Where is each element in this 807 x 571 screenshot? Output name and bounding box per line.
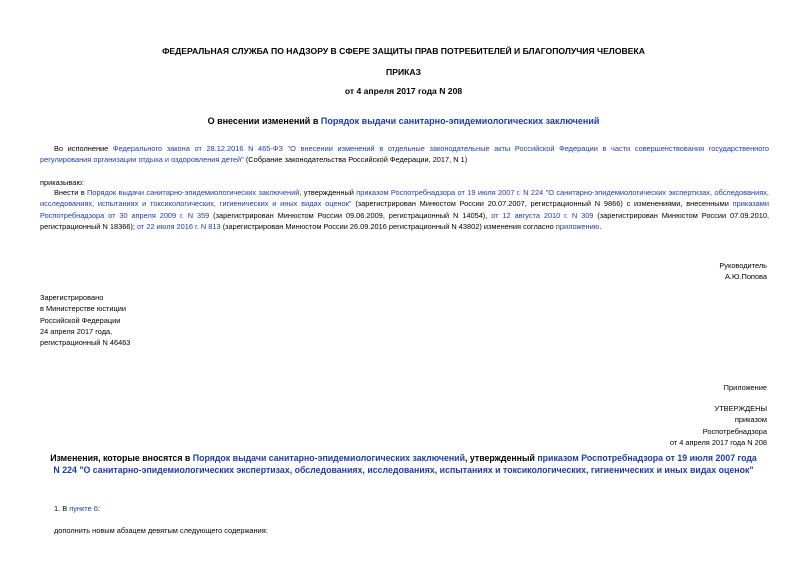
signature-block xyxy=(719,260,767,283)
approved-block xyxy=(670,403,767,448)
approved-line: от 4 апреля 2017 года N 208 xyxy=(669,437,767,447)
registration-line: Зарегистрировано xyxy=(40,293,104,302)
body-text-4: (зарегистрирован Минюстом России 09.06.2009, регистрационный N 14054), xyxy=(209,210,492,220)
approved-line: УТВЕРЖДЕНЫ xyxy=(714,404,767,413)
signature-role: Руководитель xyxy=(719,261,767,270)
approved-line: приказом xyxy=(734,415,767,425)
procedure-link[interactable]: Порядок выдачи санитарно-эпидемиологических заключений xyxy=(87,188,300,197)
order-title xyxy=(0,116,807,126)
body-text-3: (зарегистрирован Минюстом России 20.07.2007, регистрационный N 9866) с изменениями, внесенными xyxy=(351,199,733,209)
order-word: приказываю: xyxy=(40,178,84,187)
order-309-link[interactable]: от 12 августа 2010 г. N 309 xyxy=(491,210,594,220)
registration-block xyxy=(40,292,130,348)
preamble-paragraph xyxy=(40,143,769,166)
preamble-text-1: Во исполнение xyxy=(54,144,113,153)
registration-line: в Министерстве юстиции xyxy=(40,304,127,314)
changes-title-text-2: , утвержденный xyxy=(465,453,538,463)
body-text-1: Внести в xyxy=(54,188,88,197)
changes-procedure-link[interactable]: Порядок выдачи санитарно-эпидемиологических заключений xyxy=(192,453,466,463)
signature-name: А.Ю.Попова xyxy=(725,272,767,282)
item-1-text-2: : xyxy=(97,504,100,513)
item-1-subtext: дополнить новым абзацем девятым следующего содержания: xyxy=(54,526,268,535)
order-359-link[interactable]: приказами Роспотребнадзора от 30 апреля 2009 г. N 359 xyxy=(40,199,769,220)
order-date-number: от 4 апреля 2017 года N 208 xyxy=(344,86,463,96)
appendix-link[interactable]: приложению xyxy=(555,221,600,231)
changes-title xyxy=(50,452,757,476)
approved-line: Роспотребнадзора xyxy=(702,426,767,436)
registration-line: 24 апреля 2017 года, xyxy=(40,326,113,336)
item-1 xyxy=(54,503,100,514)
clause-6-link[interactable]: пункте 6 xyxy=(69,504,98,513)
changes-title-text-1: Изменения, которые вносятся в xyxy=(50,453,193,463)
order-title-prefix: О внесении изменений в xyxy=(207,116,321,126)
appendix-label: Приложение xyxy=(723,383,767,392)
changes-order-224-link[interactable]: приказом Роспотребнадзора от 19 июля 2007 года N 224 "О санитарно-эпидемиологических экспертизах, обследованиях, исследованиях, испытаниях и токсикологических, гигиенических и иных видах оценок" xyxy=(53,453,757,475)
order-224-link[interactable]: приказом Роспотребнадзора от 19 июля 2007 г. N 224 "О санитарно-эпидемиологических экспертизах, обследованиях, исследованиях, испытаниях и токсикологических, гигиенических и иных видах оценок" xyxy=(40,188,769,209)
order-813-link[interactable]: от 22 июля 2016 г. N 813 xyxy=(136,221,221,231)
body-text-7: . xyxy=(599,221,602,231)
registration-line: Российской Федерации xyxy=(40,315,121,325)
body-text-5: (зарегистрирован Минюстом России 07.09.2010, регистрационный N 18366); xyxy=(40,210,770,231)
order-title-link[interactable]: Порядок выдачи санитарно-эпидемиологических заключений xyxy=(320,116,600,126)
federal-law-link[interactable]: Федерального закона от 28.12.2016 N 465-ФЗ "О внесении изменений в отдельные законодательные акты Российской Федерации в части совершенствования государственного регулирования организации отдыха и оздоровления детей" xyxy=(40,144,769,165)
order-body-paragraph xyxy=(40,187,769,232)
document-type: ПРИКАЗ xyxy=(386,67,421,77)
agency-name: ФЕДЕРАЛЬНАЯ СЛУЖБА ПО НАДЗОРУ В СФЕРЕ ЗАЩИТЫ ПРАВ ПОТРЕБИТЕЛЕЙ И БЛАГОПОЛУЧИЯ ЧЕЛОВЕКА xyxy=(162,46,645,56)
item-1-text-1: 1. В xyxy=(54,504,70,513)
registration-line: регистрационный N 46463 xyxy=(40,338,131,348)
body-text-2: , утвержденный xyxy=(299,188,357,197)
body-text-6: (зарегистрирован Минюстом России 26.09.2016 регистрационный N 43802) изменения согласно xyxy=(220,221,556,231)
preamble-text-2: (Собрание законодательства Российской Федерации, 2017, N 1) xyxy=(243,155,468,165)
